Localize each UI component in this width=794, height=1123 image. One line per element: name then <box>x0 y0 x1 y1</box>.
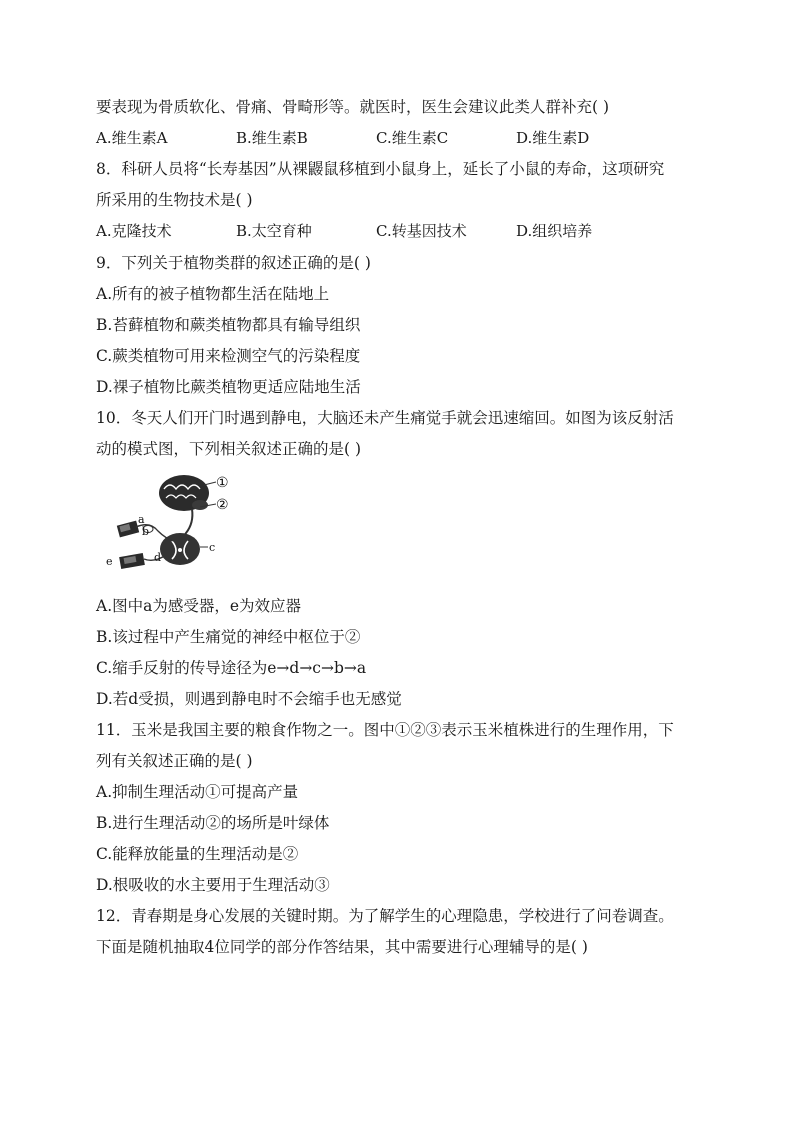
q10-option-c: C.缩手反射的传导途径为e→d→c→b→a <box>96 659 367 677</box>
q9-option-a: A.所有的被子植物都生活在陆地上 <box>96 285 330 303</box>
q11-option-a: A.抑制生理活动①可提高产量 <box>96 783 299 801</box>
q11-option-d: D.根吸收的水主要用于生理活动③ <box>96 876 330 894</box>
q7-options-row <box>96 128 716 148</box>
q11-stem-line2: 列有关叙述正确的是( ) <box>96 752 253 770</box>
q8-stem-line1: 8．科研人员将“长寿基因”从裸鼹鼠移植到小鼠身上，延长了小鼠的寿命，这项研究 <box>96 160 665 178</box>
label-a: a <box>138 513 145 526</box>
q9-option-b: B.苔藓植物和蕨类植物都具有输导组织 <box>96 316 361 334</box>
q7-stem-tail: 要表现为骨质软化、骨痛、骨畸形等。就医时，医生会建议此类人群补充( ) <box>96 98 610 116</box>
q9-stem: 9．下列关于植物类群的叙述正确的是( ) <box>96 254 371 272</box>
q8-options-row <box>96 221 716 241</box>
q11-option-c: C.能释放能量的生理活动是② <box>96 845 299 863</box>
label-circle-1: ① <box>216 475 229 491</box>
q8-option-c: C.转基因技术 <box>376 222 467 240</box>
label-circle-2: ② <box>216 497 229 513</box>
q11-stem-line1: 11．玉米是我国主要的粮食作物之一。图中①②③表示玉米植株进行的生理作用，下 <box>96 721 674 739</box>
brain-figure <box>159 475 209 511</box>
q10-option-d: D.若d受损，则遇到静电时不会缩手也无感觉 <box>96 690 402 708</box>
label-c: c <box>209 541 216 554</box>
q7-option-b: B.维生素B <box>236 129 308 147</box>
label-b: b <box>142 525 150 538</box>
q8-stem-line2: 所采用的生物技术是( ) <box>96 191 253 209</box>
label-d: d <box>154 551 162 564</box>
q7-option-d: D.维生素D <box>516 129 590 147</box>
q10-stem-line1: 10．冬天人们开门时遇到静电，大脑还未产生痛觉手就会迅速缩回。如图为该反射活 <box>96 409 674 427</box>
q7-option-a: A.维生素A <box>96 129 168 147</box>
q8-option-a: A.克隆技术 <box>96 222 172 240</box>
label-e: e <box>106 555 113 568</box>
q9-option-d: D.裸子植物比蕨类植物更适应陆地生活 <box>96 378 361 396</box>
q8-option-b: B.太空育种 <box>236 222 312 240</box>
q12-stem-line1: 12．青春期是身心发展的关键时期。为了解学生的心理隐患，学校进行了问卷调查。 <box>96 907 674 925</box>
q7-option-c: C.维生素C <box>376 129 449 147</box>
q10-stem-line2: 动的模式图，下列相关叙述正确的是( ) <box>96 440 362 458</box>
q9-option-c: C.蕨类植物可用来检测空气的污染程度 <box>96 347 361 365</box>
q11-option-b: B.进行生理活动②的场所是叶绿体 <box>96 814 330 832</box>
q8-option-d: D.组织培养 <box>516 222 593 240</box>
q10-option-b: B.该过程中产生痛觉的神经中枢位于② <box>96 628 361 646</box>
q12-stem-line2: 下面是随机抽取4位同学的部分作答结果，其中需要进行心理辅导的是( ) <box>96 938 588 956</box>
q10-option-a: A.图中a为感受器，e为效应器 <box>96 597 302 615</box>
reflex-arc-diagram <box>96 467 244 573</box>
